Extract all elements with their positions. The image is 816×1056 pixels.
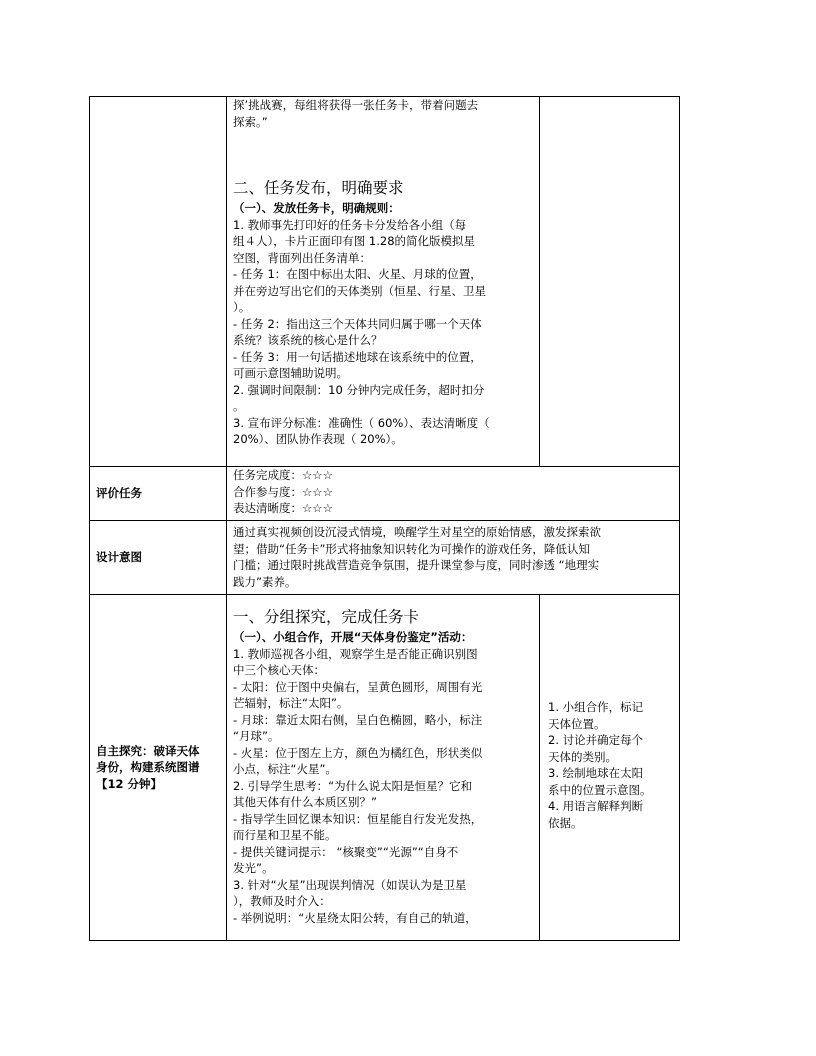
- task-item: 空图，背面列出任务清单：: [233, 250, 371, 265]
- activity-item: 小点，标注“火星”。: [233, 762, 337, 776]
- evaluation-line: 任务完成度：☆☆☆: [233, 468, 333, 482]
- design-intent-line: 践力”素养。: [233, 574, 297, 589]
- task-item: 1. 教师事先打印好的任务卡分发给各小组（每: [233, 217, 467, 232]
- lesson-plan-table: [89, 96, 680, 941]
- task-item: - 任务 1：在图中标出太阳、火星、月球的位置，: [233, 267, 482, 281]
- activity-item: 芒辐射，标注“太阳”。: [233, 696, 349, 710]
- design-intent-line: 通过真实视频创设沉浸式情境，唤醒学生对星空的原始情感，激发探索欲: [233, 525, 601, 539]
- task-item: - 任务 3：用一句话描述地球在该系统中的位置，: [233, 349, 482, 364]
- row-task-release: [90, 97, 680, 467]
- activity-item: 2. 引导学生思考：“为什么说太阳是恒星？它和: [233, 778, 473, 793]
- design-intent-line: 望；借助“任务卡”形式将抽象知识转化为可操作的游戏任务，降低认知: [233, 541, 590, 556]
- student-activity-line: 天体位置。: [548, 716, 606, 731]
- task-item: 2. 强调时间限制：10 分钟内完成任务，超时扣分: [233, 382, 485, 397]
- row1-label-cell: [90, 97, 227, 467]
- design-intent-content-cell: [227, 521, 680, 595]
- activity-item: - 指导学生回忆课本知识：恒星能自行发光发热，: [233, 811, 483, 826]
- student-activity-line: 2. 讨论并确定每个: [548, 733, 644, 747]
- exploration-label-line: 【12 分钟】: [96, 776, 163, 791]
- subsection-heading: （一）、小组合作，开展“天体身份鉴定”活动：: [233, 630, 473, 644]
- design-intent-label-cell: [90, 521, 227, 595]
- section-heading: 一、分组探究，完成任务卡: [233, 608, 420, 626]
- activity-item: 其他天体有什么本质区别？”: [233, 795, 377, 809]
- activity-item: 1. 教师巡视各小组，观察学生是否能正确识别图: [233, 646, 478, 661]
- activity-item: 中三个核心天体：: [233, 663, 325, 677]
- task-item: 并在旁边写出它们的天体类别（恒星、行星、卫星: [233, 283, 486, 298]
- row1-content-cell: [227, 97, 540, 467]
- exploration-label-line: 自主探究：破译天体: [96, 743, 200, 758]
- subsection-heading: （一）、发放任务卡，明确规则：: [233, 201, 400, 215]
- activity-item: “月球”。: [233, 729, 280, 743]
- student-activity-line: 3. 绘制地球在太阳: [548, 766, 644, 780]
- task-item: 可画示意图辅助说明。: [233, 366, 348, 380]
- activity-item: - 月球：靠近太阳右侧，呈白色椭圆，略小，标注: [233, 712, 483, 727]
- row1-line: 探索。”: [233, 114, 268, 129]
- student-activity-line: 4. 用语言解释判断: [548, 799, 644, 813]
- exploration-label-line: 身份，构建系统图谱: [96, 760, 200, 775]
- task-item: 20%）、团队协作表现（ 20%）。: [233, 432, 403, 446]
- activity-item: 3. 针对“火星”出现误判情况（如误认为是卫星: [233, 877, 467, 892]
- row-evaluation: [90, 467, 680, 521]
- activity-item: 发光”。: [233, 861, 274, 875]
- student-activity-line: 1. 小组合作，标记: [548, 700, 644, 714]
- evaluation-content-cell: [227, 467, 680, 521]
- row-design-intent: [90, 521, 680, 595]
- exploration-label-cell: [90, 595, 227, 941]
- row1-student-cell: [540, 97, 680, 467]
- activity-item: ），教师及时介入：: [233, 894, 331, 908]
- section-heading: 二、任务发布，明确要求: [233, 179, 404, 197]
- row-self-exploration: [90, 595, 680, 941]
- task-item: 。: [233, 399, 245, 413]
- student-activity-line: 系中的位置示意图。: [548, 782, 652, 797]
- activity-item: - 提供关键词提示： “核聚变”“光源”“自身不: [233, 844, 459, 859]
- evaluation-label-cell: [90, 467, 227, 521]
- evaluation-label: 评价任务: [96, 486, 142, 501]
- activity-item: 而行星和卫星不能。: [233, 828, 337, 842]
- design-intent-line: 门槛；通过限时挑战营造竞争氛围，提升课堂参与度，同时渗透 “地理实: [233, 558, 600, 572]
- student-activity-line: 依据。: [548, 815, 583, 830]
- activity-item: - 太阳：位于图中央偏右，呈黄色圆形，周围有光: [233, 679, 483, 694]
- student-activity-line: 天体的类别。: [548, 749, 617, 764]
- activity-item: - 火星：位于图左上方，颜色为橘红色，形状类似: [233, 745, 483, 760]
- activity-item: - 举例说明：“火星绕太阳公转，有自己的轨道，: [233, 910, 477, 925]
- task-item: 系统？该系统的核心是什么？: [233, 333, 383, 347]
- row1-line: 探’挑战赛，每组将获得一张任务卡，带着问题去: [233, 98, 479, 112]
- task-item: - 任务 2：指出这三个天体共同归属于哪一个天体: [233, 316, 482, 331]
- design-intent-label: 设计意图: [96, 550, 142, 565]
- task-item: 组４人），卡片正面印有图 1.28的简化版模拟星: [233, 234, 476, 248]
- exploration-label: [90, 743, 226, 793]
- evaluation-line: 合作参与度：☆☆☆: [233, 484, 333, 499]
- task-item: ）。: [233, 300, 251, 314]
- task-item: 3. 宣布评分标准：准确性（ 60%）、表达清晰度（: [233, 415, 490, 430]
- evaluation-line: 表达清晰度：☆☆☆: [233, 501, 333, 515]
- exploration-content-cell: [227, 595, 540, 941]
- exploration-student-cell: [540, 595, 680, 941]
